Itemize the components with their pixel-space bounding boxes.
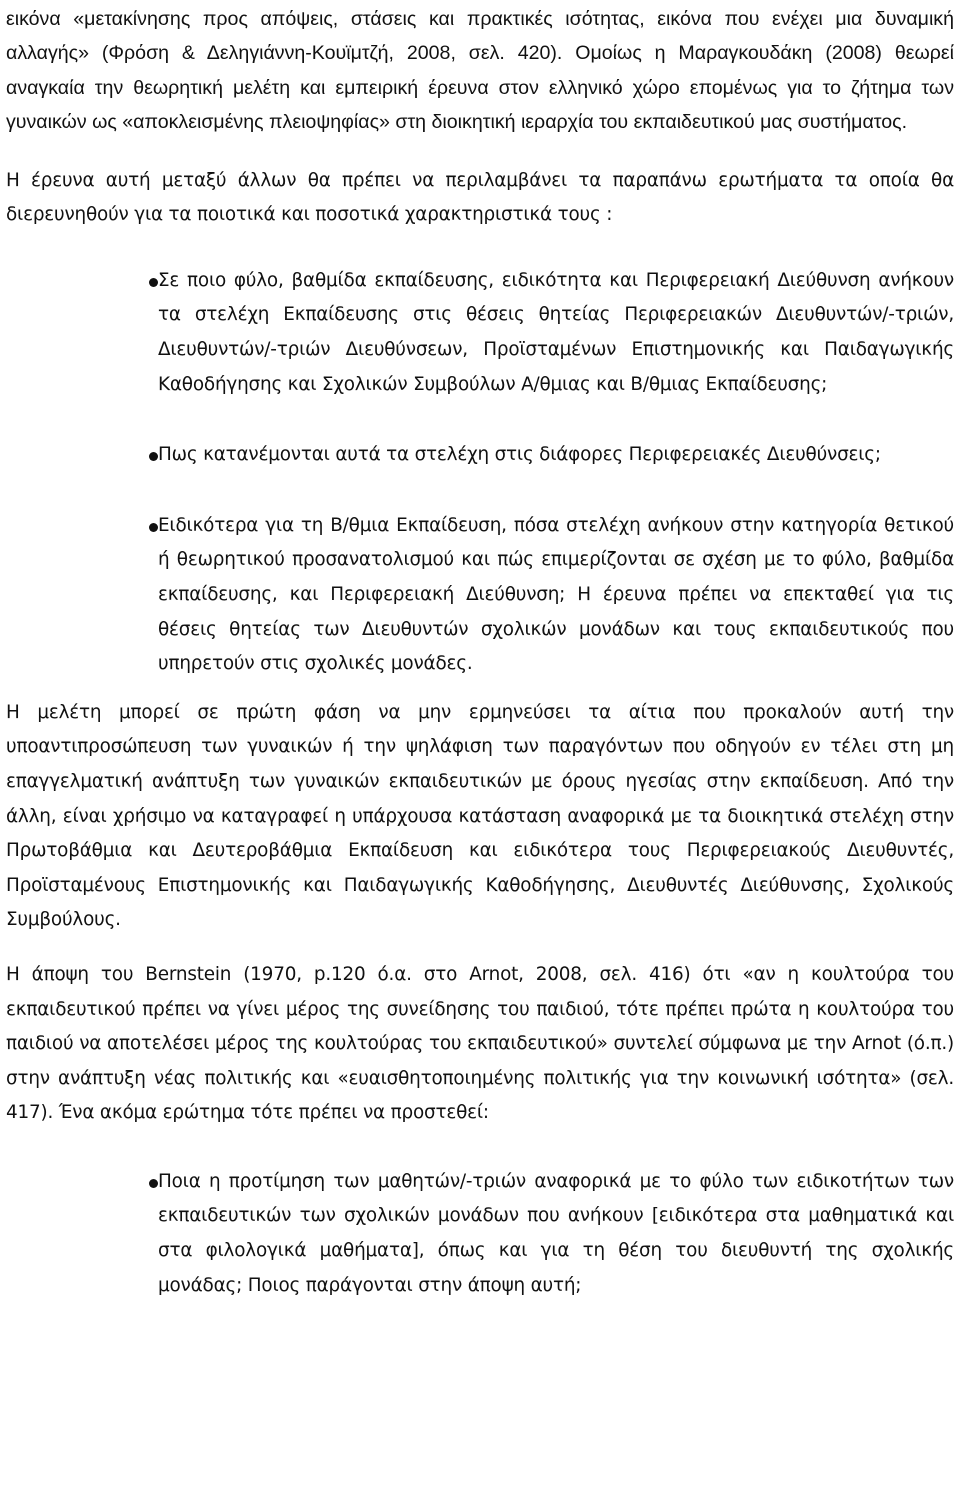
bullet-list-1 bbox=[6, 264, 954, 682]
bullet-text: Σε ποιο φύλο, βαθμίδα εκπαίδευσης, ειδικότητα και Περιφερειακή Διεύθυνση ανήκουν τα στελέχη Εκπαίδευσης στις θέσεις θητείας Περιφερειακών Διευθυντών/-τριών, Διευθυντών/-τριών Διευθύνσεων, Προϊσταμένων Επιστημονικής και Παιδαγωγικής Καθοδήγησης και Σχολικών Συμβούλων Α/θμιας και Β/θμιας Εκπαίδευσης; bbox=[158, 269, 954, 395]
bullet-icon bbox=[149, 452, 158, 461]
bullet-text: Ποια η προτίμηση των μαθητών/-τριών αναφορικά με το φύλο των ειδικοτήτων των εκπαιδευτικών των σχολικών μονάδων που ανήκουν [ειδικότερα στα μαθηματικά και στα φιλολογικά μαθήματα], όπως και για τη θέση του διευθυντή της σχολικής μονάδας; Ποιος παράγονται στην άποψη αυτή; bbox=[158, 1170, 954, 1296]
bullet-icon bbox=[149, 278, 158, 287]
bullet-item bbox=[6, 509, 954, 682]
paragraph-1: εικόνα «μετακίνησης προς απόψεις, στάσεις και πρακτικές ισότητας, εικόνα που ενέχει μια δυναμική αλλαγής» (Φρόση & Δεληγιάννη-Κουϊμτζή, 2008, σελ. 420). Ομοίως η Μαραγκουδάκη (2008) θεωρεί αναγκαία την θεωρητική μελέτη και εμπειρική έρευνα στον ελληνικό χώρο επομένως για το ζήτημα των γυναικών ως «αποκλεισμένης πλειοψηφίας» στη διοικητική ιεραρχία του εκπαιδευτικού μας συστήματος. bbox=[6, 8, 954, 134]
bullet-item bbox=[6, 1165, 954, 1303]
bullet-text: Πως κατανέμονται αυτά τα στελέχη στις διάφορες Περιφερειακές Διευθύνσεις; bbox=[158, 444, 881, 466]
bullet-icon bbox=[149, 523, 158, 532]
bullet-text: Ειδικότερα για τη Β/θμια Εκπαίδευση, πόσα στελέχη ανήκουν στην κατηγορία θετικού ή θεωρητικού προσανατολισμού και πώς επιμερίζονται σε σχέση με το φύλο, βαθμίδα εκπαίδευσης, και Περιφερειακή Διεύθυνση; Η έρευνα πρέπει να επεκταθεί για τις θέσεις θητείας των Διευθυντών σχολικών μονάδων και τους εκπαιδευτικούς που υπηρετούν στις σχολικές μονάδες. bbox=[158, 514, 954, 675]
bullet-item bbox=[6, 264, 954, 402]
bullet-item bbox=[6, 438, 954, 473]
paragraph-2: Η έρευνα αυτή μεταξύ άλλων θα πρέπει να περιλαμβάνει τα παραπάνω ερωτήματα τα οποία θα διερευνηθούν για τα ποιοτικά και ποσοτικά χαρακτηριστικά τους : bbox=[6, 169, 954, 226]
bullet-icon bbox=[149, 1179, 158, 1188]
paragraph-3: Η μελέτη μπορεί σε πρώτη φάση να μην ερμηνεύσει τα αίτια που προκαλούν αυτή την υποαντιπροσώπευση των γυναικών ή την ψηλάφιση των παραγόντων που οδηγούν εν τέλει στη μη επαγγελματική ανάπτυξη των γυναικών εκπαιδευτικών με όρους ηγεσίας στην εκπαίδευση. Από την άλλη, είναι χρήσιμο να καταγραφεί η υπάρχουσα κατάσταση αναφορικά με τα διοικητικά στελέχη στην Πρωτοβάθμια και Δευτεροβάθμια Εκπαίδευση και ειδικότερα τους Περιφερειακούς Διευθυντές, Προϊσταμένους Επιστημονικής και Παιδαγωγικής Καθοδήγησης, Διευθυντές Διεύθυνσης, Σχολικούς Συμβούλους. bbox=[6, 701, 954, 931]
bullet-list-2 bbox=[6, 1165, 954, 1303]
paragraph-4: Η άποψη του Bernstein (1970, p.120 ό.α. στο Arnot, 2008, σελ. 416) ότι «αν η κουλτούρα του εκπαιδευτικού πρέπει να γίνει μέρος της συνείδησης του παιδιού, τότε πρέπει πρώτα η κουλτούρα του παιδιού να αποτελέσει μέρος της κουλτούρας του εκπαιδευτικού» συντελεί σύμφωνα με την Arnot (ό.π.) στην ανάπτυξη νέας πολιτικής και «ευαισθητοποιημένης πολιτικής για την κοινωνική ισότητα» (σελ. 417). Ένα ακόμα ερώτημα τότε πρέπει να προστεθεί: bbox=[6, 963, 954, 1124]
